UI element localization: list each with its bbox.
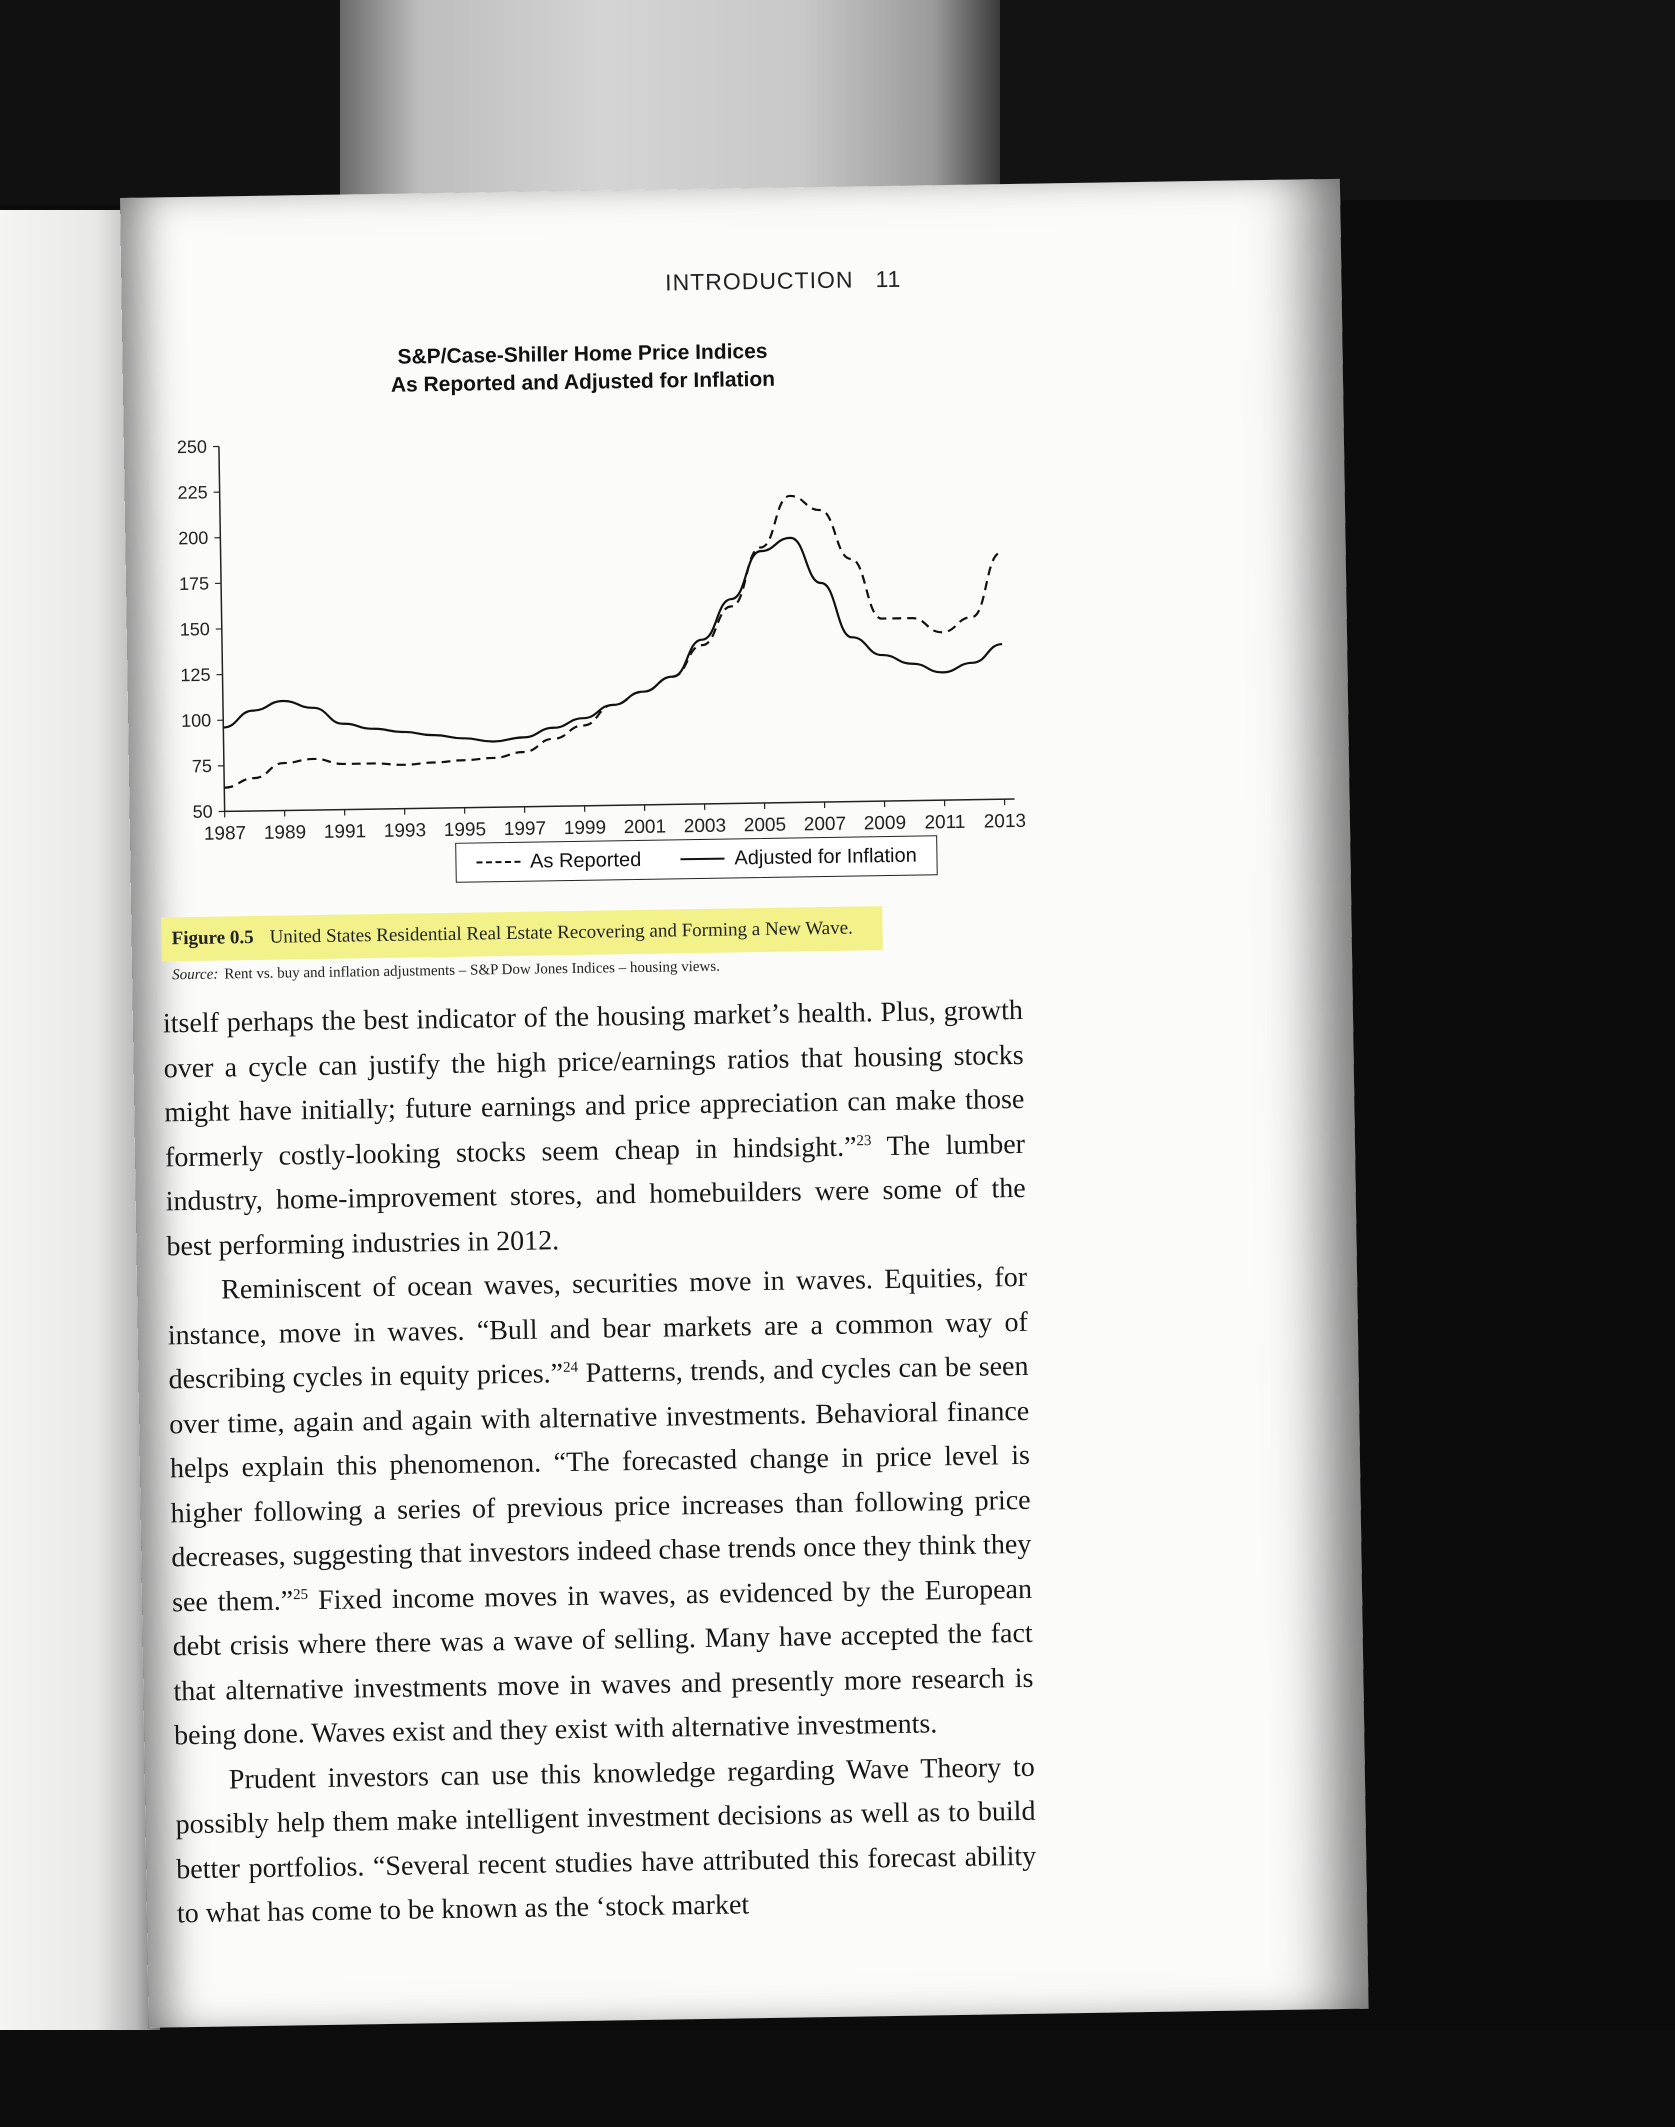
footnote-ref-24: 24 <box>562 1359 579 1376</box>
y-tick-label: 100 <box>181 710 212 731</box>
scan-dark-border-top-right <box>1000 0 1675 200</box>
caption-highlighted-title <box>161 906 883 961</box>
paragraph-1-text-a: itself perhaps the best indicator of the housing market’s health. Plus, growth over a cycle can justify the high price/earnings ratios that housing stocks might have initially; future earnings and price appreciation can make those formerly costly-looking stocks seem cheap in hindsight.” <box>162 994 1025 1173</box>
chart-subtitle: As Reported and Adjusted for Inflation <box>390 367 776 397</box>
x-tick-label: 2003 <box>683 815 727 838</box>
legend-label-as-reported: As Reported <box>529 848 642 873</box>
x-tick-label: 1987 <box>203 823 247 845</box>
legend-swatch-solid <box>680 858 724 861</box>
x-tick-label: 1989 <box>263 822 307 844</box>
x-tick-label: 2013 <box>983 810 1027 833</box>
scan-dark-border-top-left <box>0 0 340 205</box>
paragraph-2-text-c: Fixed income moves in waves, as evidenced by the European debt crisis where there was a wave of selling. Many have accepted the fact that alternative investments move in waves and presently more research is being done. Waves exist and they exist with alternative investments. <box>172 1573 1034 1752</box>
x-tick-label: 1993 <box>383 820 427 842</box>
y-tick-label: 150 <box>179 619 210 640</box>
chart-plot <box>142 324 1050 848</box>
y-tick-label: 225 <box>177 482 208 503</box>
page-number: 11 <box>875 265 902 293</box>
paragraph-1 <box>163 989 1027 1269</box>
paragraph-2 <box>167 1256 1035 1759</box>
paragraph-3: Prudent investors can use this knowledge regarding Wave Theory to possibly help them make intelligent investment decisions as well as to build better portfolios. “Several recent studies have attributed this forecast ability to what has come to be known as the ‘stock market <box>175 1751 1037 1930</box>
y-tick-label: 50 <box>192 801 213 822</box>
chart-title-block <box>342 337 823 401</box>
y-tick-label: 250 <box>176 436 208 458</box>
x-tick-label: 2001 <box>623 816 667 839</box>
figure-chart <box>142 324 1051 888</box>
running-head-section: INTRODUCTION <box>664 266 854 296</box>
y-tick-label: 125 <box>180 664 211 686</box>
series-line-as-reported <box>220 493 1004 788</box>
x-tick-label: 2011 <box>924 811 966 834</box>
y-tick-label: 175 <box>178 573 210 594</box>
paragraph-1-text-b: The lumber industry, home-improvement stores, and homebuilders were some of the best performing industries in 2012. <box>165 1128 1026 1262</box>
figure-title: United States Residential Real Estate Recovering and Forming a New Wave. <box>269 917 853 948</box>
series-line-adjusted <box>220 535 1003 746</box>
footnote-ref-25: 25 <box>292 1586 309 1603</box>
chart-title: S&P/Case-Shiller Home Price Indices <box>397 339 768 369</box>
x-axis-line <box>225 799 1015 811</box>
chart-legend <box>455 835 938 883</box>
scan-dark-border-bottom <box>0 2030 1675 2127</box>
scan-facing-page-edge <box>340 0 1000 210</box>
x-tick-label: 2009 <box>863 812 907 835</box>
y-tick-label: 75 <box>191 756 213 777</box>
y-tick-label: 200 <box>178 527 209 549</box>
x-tick-label: 1997 <box>503 818 547 841</box>
x-tick-label: 2005 <box>743 814 787 837</box>
book-page <box>120 179 1369 2028</box>
legend-label-adjusted: Adjusted for Inflation <box>734 844 917 869</box>
paragraph-2-text-a: Reminiscent of ocean waves, securities move in waves. Equities, for instance, move in waves. “Bull and bear markets are a common way of describing cycles in equity prices.” <box>167 1261 1029 1396</box>
legend-item-adjusted <box>680 844 917 871</box>
body-text <box>163 989 1038 1937</box>
caption-source-text: Rent vs. buy and inflation adjustments – S&P Dow Jones Indices – housing views. <box>224 958 721 983</box>
x-tick-label: 1991 <box>323 821 367 843</box>
running-head <box>665 266 902 297</box>
caption-source-label: Source: <box>172 966 219 984</box>
x-tick-label: 1999 <box>563 817 607 840</box>
legend-item-as-reported <box>476 848 642 874</box>
legend-swatch-dashed <box>476 861 520 864</box>
figure-caption <box>161 903 1062 984</box>
paragraph-2-text-b: Patterns, trends, and cycles can be seen over time, again and again with alternative investments. Behavioral finance helps explain this phenomenon. “The forecasted change in price level is higher following a series of previous price increases than following price decreases, suggesting that investors indeed chase trends once they think they see them.” <box>169 1350 1032 1618</box>
x-tick-label: 2007 <box>803 813 847 836</box>
footnote-ref-23: 23 <box>856 1132 872 1149</box>
figure-label: Figure 0.5 <box>171 926 254 950</box>
x-tick-label: 1995 <box>443 819 487 841</box>
